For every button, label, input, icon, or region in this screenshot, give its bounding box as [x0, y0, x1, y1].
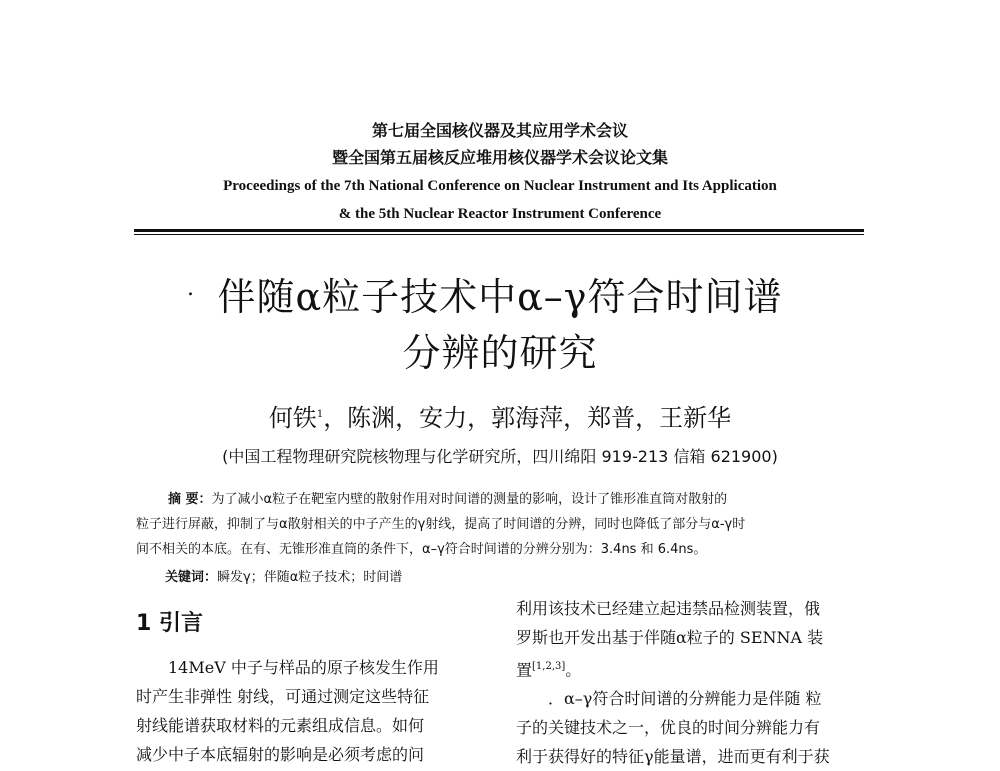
paper-title-line1: 伴随α粒子技术中α–γ符合时间谱 — [217, 275, 783, 319]
abstract-label: 摘 要： — [168, 492, 212, 507]
body-column-left — [136, 653, 474, 769]
body-column-right — [516, 594, 866, 771]
conference-title-en: Proceedings of the 7th National Conference on Nuclear Instrument and Its Application — [223, 178, 777, 194]
other-authors: ，陈渊，安力，郭海萍，郑普，王新华 — [323, 404, 732, 432]
citation: [1,2,3] — [532, 661, 566, 672]
stray-mark: . — [187, 276, 194, 301]
body-line: ．α–γ符合时间谱的分辨能力是伴随 粒 — [548, 689, 822, 709]
keywords-label: 关键词： — [165, 570, 218, 585]
body-line: 减少中子本底辐射的影响是必须考虑的问 — [136, 745, 425, 764]
first-author: 何铁 — [268, 404, 317, 432]
conference-subtitle-en: & the 5th Nuclear Reactor Instrument Conference — [338, 206, 662, 222]
abstract-line: 粒子进行屏蔽，抑制了与α散射相关的中子产生的γ射线，提高了时间谱的分辨，同时也降低了部分与α-γ时 — [136, 517, 746, 532]
header-rule-thin — [134, 234, 864, 235]
author-superscript: 1 — [316, 409, 324, 420]
section-heading: 1 引言 — [136, 611, 203, 636]
keywords-text: 瞬发γ；伴随α粒子技术；时间谱 — [217, 570, 403, 585]
conference-title-cn: 第七届全国核仪器及其应用学术会议 — [371, 121, 628, 140]
author-list — [0, 398, 1000, 433]
body-line — [516, 652, 866, 684]
body-line: 罗斯也开发出基于伴随α粒子的 SENNA 装 — [516, 628, 824, 647]
body-line: 时产生非弹性 射线，可通过测定这些特征 — [136, 687, 430, 706]
body-line: 利用该技术已经建立起违禁品检测装置，俄 — [516, 599, 821, 618]
body-text: 。 — [565, 660, 582, 680]
body-text: 置 — [516, 660, 533, 680]
body-line: 14MeV 中子与样品的原子核发生作用 — [168, 658, 439, 677]
header-rule-thick — [134, 229, 864, 232]
abstract-line: 间不相关的本底。在有、无锥形准直筒的条件下，α–γ符合时间谱的分辨分别为：3.4ns 和 6.4ns。 — [136, 542, 707, 557]
affiliation: (中国工程物理研究院核物理与化学研究所，四川绵阳 919-213 信箱 621900) — [222, 447, 778, 466]
body-line: 子的关键技术之一，优良的时间分辨能力有 — [516, 718, 821, 738]
paper-title-line2: 分辨的研究 — [402, 331, 598, 375]
abstract — [136, 487, 864, 562]
abstract-line: 为了减小α粒子在靶室内壁的散射作用对时间谱的测量的影响，设计了锥形准直筒对散射的 — [211, 492, 728, 507]
keywords — [165, 566, 402, 585]
body-line: 利于获得好的特征γ能量谱，进而更有利于获 — [516, 747, 830, 767]
conference-subtitle-cn: 暨全国第五届核反应堆用核仪器学术会议论文集 — [331, 148, 668, 167]
body-line: 射线能谱获取材料的元素组成信息。如何 — [136, 716, 425, 735]
